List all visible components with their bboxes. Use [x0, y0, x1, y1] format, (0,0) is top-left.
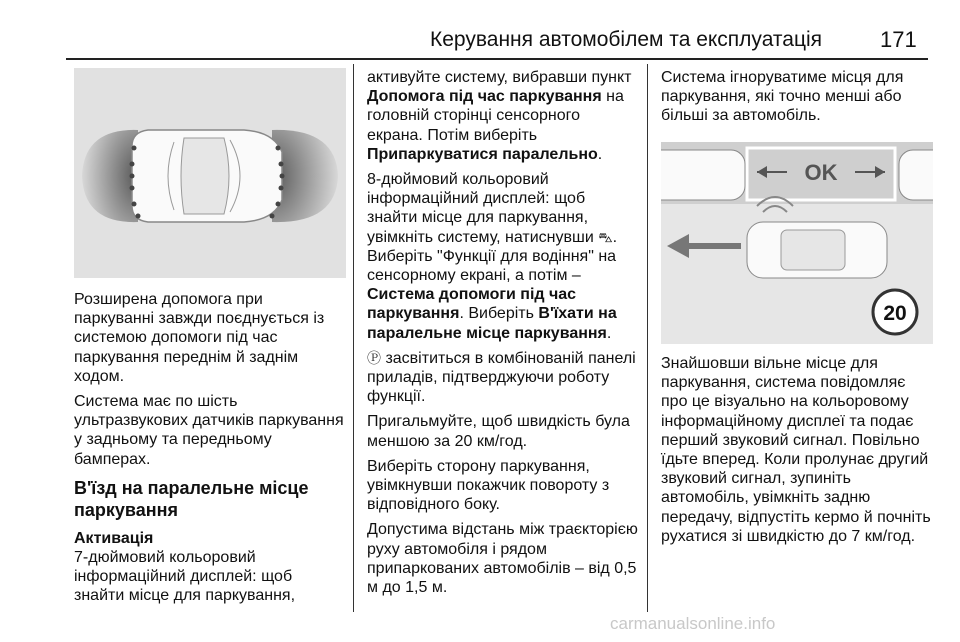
- parked-car-right: [899, 150, 933, 200]
- paragraph-sensors: Система має по шість ультразвукових датчиків паркування у задньому та передньому бамперах.: [74, 393, 344, 468]
- watermark-text: carmanualsonline.info: [610, 614, 776, 633]
- speed-limit-value: 20: [883, 302, 907, 325]
- page-number: 171: [880, 27, 917, 52]
- section-heading: В'їзд на паралельне місце паркування: [74, 477, 309, 520]
- parking-button-icon: ⛍: [598, 228, 613, 245]
- parking-indicator-icon: Ⓟ: [367, 349, 381, 366]
- column-3-lower: [661, 354, 933, 552]
- column-divider-1: [353, 64, 354, 612]
- paragraph-8inch-display: 8-дюймовий кольоровий інформаційний дисплей: щоб знайти місце для паркування, увімкніть систему, натиснувши ⛍. Виберіть "Функції для водіння" на сенсорному екрані, а потім – Система допомоги під час паркування. Виберіть В'їхати на паралельне місце паркування.: [367, 171, 618, 342]
- paragraph-found-space: Знайшовши вільне місце для паркування, система повідомляє про це візуально на кольоровому інформаційному дисплеї та подає перший звуковий сигнал. Повільно їдьте вперед. Коли пролунає другий звуковий сигнал, зупиніть автомобіль, увімкніть задню передачу, відпустіть кермо й почніть рухатися зі швидкістю до 7 км/год.: [661, 355, 931, 545]
- paragraph-indicator: Ⓟ засвітиться в комбінованій панелі приладів, підтверджуючи роботу функції.: [367, 349, 636, 406]
- moving-car-roof: [781, 230, 845, 270]
- column-divider-2: [647, 64, 648, 612]
- paragraph-distance: Допустима відстань між траєкторією руху автомобіля і рядом припаркованих автомобілів – від 0,5 м до 1,5 м.: [367, 521, 638, 597]
- column-1: [74, 290, 346, 612]
- paragraph-7inch-display: 7-дюймовий кольоровий інформаційний дисплей: щоб знайти місце для паркування,: [74, 549, 296, 605]
- direction-arrow-head: [667, 234, 689, 258]
- paragraph-speed: Пригальмуйте, щоб швидкість була меншою за 20 км/год.: [367, 413, 630, 450]
- sensor-coverage-svg: [74, 68, 346, 278]
- parked-car-left: [661, 150, 745, 200]
- sensor-coverage-illustration: [74, 68, 346, 278]
- header-rule: [66, 58, 928, 60]
- paragraph-side: Виберіть сторону паркування, увімкнувши покажчик повороту з відповідного боку.: [367, 457, 610, 514]
- column-2: [367, 68, 639, 603]
- paragraph-advanced-assist: Розширена допомога при паркуванні завжди поєднується із системою допомоги під час паркування переднім й заднім ходом.: [74, 291, 325, 385]
- paragraph-ignore-spaces: Система ігноруватиме місця для паркування, які точно менші або більші за автомобіль.: [661, 69, 904, 125]
- parallel-parking-illustration: [661, 142, 933, 344]
- ok-label: OK: [804, 160, 838, 185]
- paragraph-activate-system: активуйте систему, вибравши пункт Допомога під час паркування на головній сторінці сенсорного екрана. Потім виберіть Припаркуватися паралельно.: [367, 69, 632, 163]
- car-roof: [181, 138, 229, 214]
- parallel-parking-svg: [661, 142, 933, 344]
- subheading-activation: Активація: [74, 529, 154, 547]
- page-header-title: Керування автомобілем та експлуатація: [430, 28, 823, 51]
